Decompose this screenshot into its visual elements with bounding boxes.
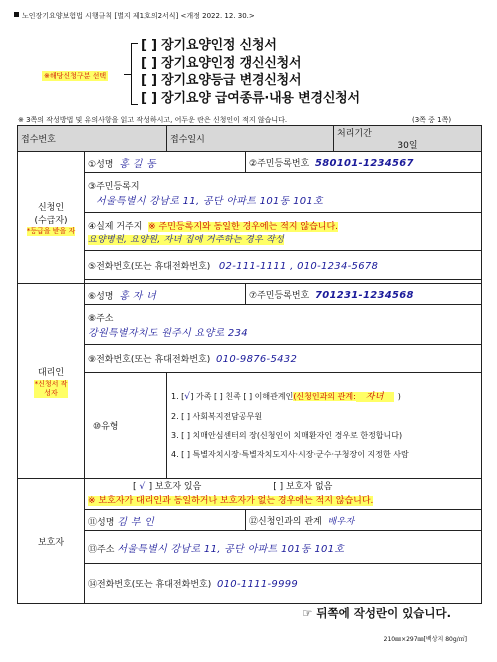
applicant-rrn-label: ②주민등록번호 — [249, 158, 310, 169]
agent-row-3 — [18, 345, 482, 373]
regulation-text: 노인장기요양보험법 시행규칙 [별지 제1호의2서식] <개정 2022. 12. 30.> — [22, 12, 255, 20]
guardian-name-value: 김 부 인 — [117, 516, 155, 528]
agent-name-value: 홍 자 녀 — [119, 290, 157, 302]
agent-phone-value: 010-9876-5432 — [216, 354, 298, 365]
select-note: ※해당신청구분 선택 — [44, 72, 107, 80]
application-type-benefit-change[interactable]: [ ] 장기요양 급여종류·내용 변경신청서 — [141, 90, 360, 106]
agent-type-options — [167, 373, 482, 479]
guardian-row-1 — [18, 479, 482, 510]
guardian-row-3 — [18, 531, 482, 564]
applicant-address-value: 서울특별시 강남로 11, 공단 아파트 101동 101호 — [96, 195, 324, 207]
agent-address-value: 강원특별자치도 원주시 요양로 234 — [88, 327, 248, 339]
applicant-residence-label: ④실제 거주지 — [88, 221, 143, 232]
agent-rrn-label: ⑦주민등록번호 — [249, 290, 310, 301]
guardian-address-value: 서울특별시 강남로 11, 공단 아파트 101동 101호 — [117, 543, 345, 555]
option-1-relation-label: (신청인과의 관계: — [293, 392, 356, 401]
instructions: ※ 3쪽의 작성방법 및 유의사항을 읽고 작성하시고, 어두운 란은 신청인이 적지 않습니다. — [18, 116, 288, 124]
agent-address-label: ⑧주소 — [88, 313, 114, 324]
guardian-group — [18, 479, 85, 604]
guardian-phone-cell[interactable] — [85, 564, 482, 604]
agent-type-option-1[interactable] — [171, 387, 478, 407]
option-1-text: ] 가족 [ ] 친족 [ ] 이해관계인 — [190, 392, 294, 401]
applicant-label: 신청인 — [37, 202, 65, 213]
agent-group — [18, 284, 85, 479]
applicant-residence-value: 요양병원, 요양원, 자녀 집에 거주하는 경우 작성 — [88, 234, 285, 245]
applicant-name-label: ①성명 — [88, 159, 114, 170]
applicant-phone-cell[interactable] — [85, 251, 482, 280]
processing-period — [334, 126, 482, 152]
agent-highlight: *신청서 작성자 — [34, 379, 68, 397]
guardian-address-cell[interactable] — [85, 531, 482, 564]
agent-rrn-cell[interactable] — [246, 284, 482, 305]
guardian-has-checkbox[interactable] — [133, 482, 201, 492]
back-page-notice: ☞ 뒤쪽에 작성란이 있습니다. — [302, 606, 451, 620]
bracket-tick — [124, 74, 131, 75]
applicant-row-1 — [18, 152, 482, 173]
applicant-address-cell[interactable] — [85, 173, 482, 213]
agent-type-option-4[interactable]: 4. [ ] 특별자치시장·특별자치도지사·시장·군수·구청장이 지정한 사람 — [171, 450, 409, 459]
applicant-group — [18, 152, 85, 284]
agent-type-option-2[interactable]: 2. [ ] 사회복지전담공무원 — [171, 412, 263, 421]
paper-size: 210㎜×297㎜[백상지 80g/㎡] — [383, 636, 467, 643]
processing-label: 처리기간 — [337, 129, 372, 139]
applicant-row-2 — [18, 173, 482, 213]
agent-label: 대리인 — [37, 367, 65, 378]
guardian-row-2 — [18, 510, 482, 531]
option-1-relation-value: 자녀 — [356, 392, 394, 402]
applicant-address-label: ③주민등록지 — [88, 181, 140, 192]
applicant-residence-cell[interactable] — [85, 213, 482, 251]
agent-type-option-3[interactable]: 3. [ ] 치매안심센터의 장(신청인이 치매환자인 경우로 한정합니다) — [171, 431, 403, 440]
guardian-relation-label: ⑫신청인과의 관계 — [249, 516, 322, 527]
applicant-rrn-cell[interactable] — [246, 152, 482, 173]
application-form — [17, 125, 482, 604]
guardian-row-4 — [18, 564, 482, 604]
option-1-open: 1. [ — [171, 392, 185, 401]
receipt-row — [18, 126, 482, 152]
guardian-has-check: √ — [139, 481, 146, 492]
agent-row-1 — [18, 284, 482, 305]
regulation-header — [14, 11, 255, 21]
applicant-phone-value: 02-111-1111 , 010-1234-5678 — [218, 260, 379, 272]
guardian-name-cell[interactable] — [85, 510, 246, 531]
agent-name-label: ⑥성명 — [88, 291, 114, 302]
agent-name-cell[interactable] — [85, 284, 246, 305]
guardian-phone-value: 010-1111-9999 — [216, 579, 299, 590]
guardian-relation-cell[interactable] — [246, 510, 482, 531]
applicant-name-value: 홍 길 동 — [119, 158, 157, 170]
application-type-certification[interactable]: [ ] 장기요양인정 신청서 — [141, 38, 277, 53]
receipt-no-label: 접수번호 — [18, 126, 167, 152]
application-type-renewal[interactable]: [ ] 장기요양인정 갱신신청서 — [141, 55, 302, 71]
applicant-phone-label: ⑤전화번호(또는 휴대전화번호) — [88, 261, 211, 272]
bracket-tick — [131, 104, 138, 105]
applicant-residence-note: ※ 주민등록지와 동일한 경우에는 적지 않습니다. — [148, 221, 339, 232]
guardian-relation-value: 배우자 — [327, 516, 355, 527]
applicant-name-cell[interactable] — [85, 152, 246, 173]
guardian-has-open: [ — [133, 481, 137, 492]
page-count: (3쪽 중 1쪽) — [412, 116, 452, 124]
guardian-name-label: ⑪성명 — [88, 517, 115, 528]
agent-type-label: ⑩유형 — [85, 373, 167, 479]
guardian-status-cell — [85, 479, 482, 510]
agent-row-2 — [18, 305, 482, 345]
processing-value: 30일 — [397, 141, 418, 151]
bracket-tick — [131, 43, 138, 44]
applicant-row-4 — [18, 251, 482, 280]
receipt-date-label: 접수일시 — [167, 126, 334, 152]
applicant-row-3 — [18, 213, 482, 251]
agent-phone-cell[interactable] — [85, 345, 482, 373]
agent-rrn-value: 701231-1234568 — [314, 289, 414, 301]
guardian-phone-label: ⑭전화번호(또는 휴대전화번호) — [88, 580, 212, 590]
agent-row-4 — [18, 373, 482, 479]
applicant-sub-label: (수급자) — [34, 215, 68, 226]
agent-phone-label: ⑨전화번호(또는 휴대전화번호) — [88, 355, 211, 365]
guardian-address-label: ⑬주소 — [88, 544, 115, 555]
application-type-list — [141, 37, 360, 107]
applicant-rrn-value: 580101-1234567 — [314, 157, 414, 169]
guardian-note: ※ 보호자가 대리인과 동일하거나 보호자가 없는 경우에는 적지 않습니다. — [88, 495, 374, 506]
guardian-none-checkbox[interactable]: [ ] 보호자 없음 — [273, 481, 333, 492]
option-1-check: √ — [184, 392, 191, 402]
option-1-close: ) — [397, 392, 401, 401]
guardian-has-text: ] 보호자 있음 — [148, 481, 202, 492]
applicant-highlight: *등급을 받을 자 — [26, 226, 76, 235]
application-type-grade-change[interactable]: [ ] 장기요양등급 변경신청서 — [141, 73, 302, 88]
selection-bracket — [131, 43, 132, 105]
square-bullet-icon — [14, 12, 19, 17]
agent-address-cell[interactable] — [85, 305, 482, 345]
guardian-label: 보호자 — [37, 537, 65, 548]
